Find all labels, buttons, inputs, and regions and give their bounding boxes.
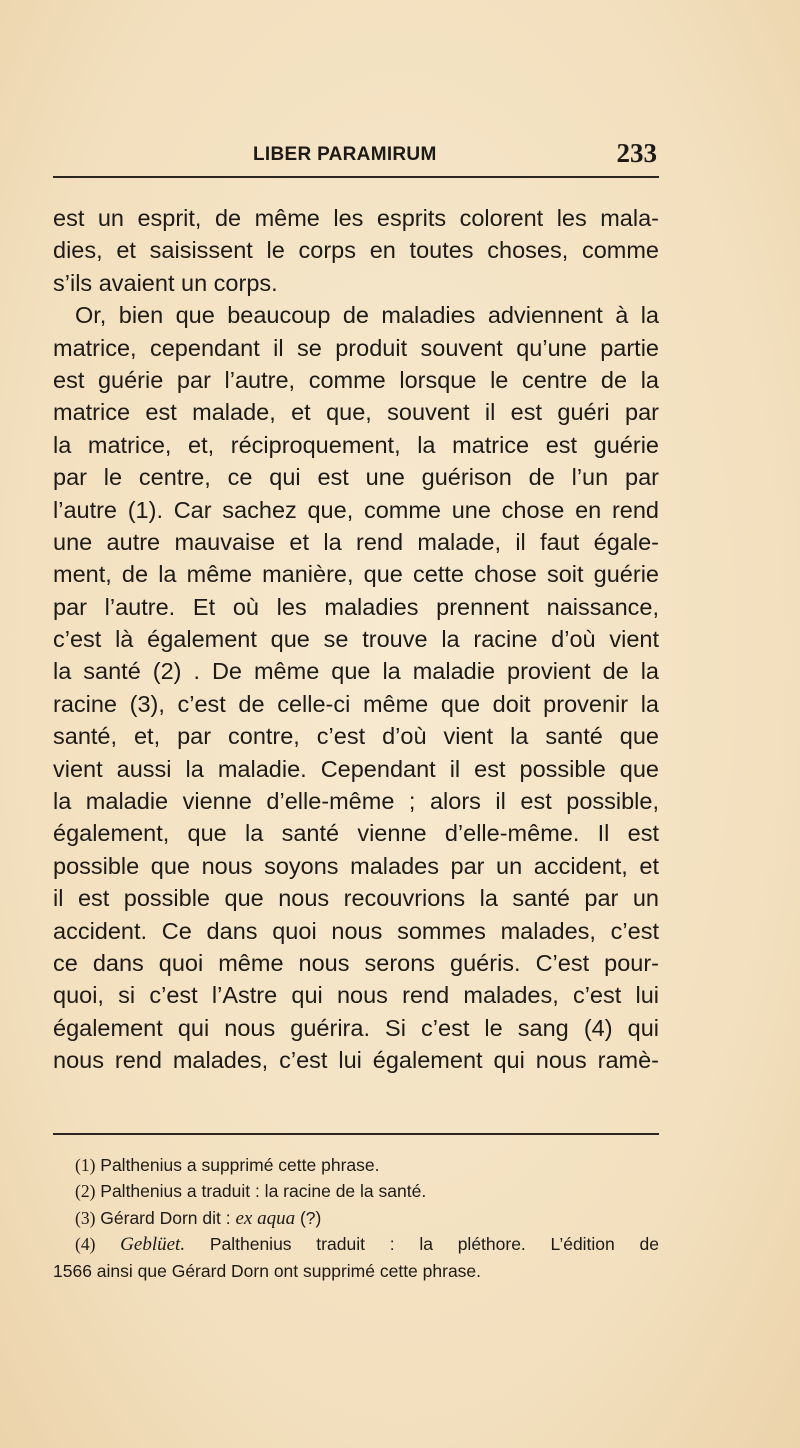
text-line: c’est là également que se trouve la racine d’où vient (53, 626, 659, 653)
text-line: ce dans quoi même nous serons guéris. C’est pour- (53, 949, 659, 976)
footnote-text: (?) (295, 1207, 322, 1228)
text-line: il est possible que nous recouvrions la santé par un (53, 885, 659, 912)
text-line: s’ils avaient un corps. (53, 269, 278, 296)
footnote-text: Palthenius a traduit : la racine de la santé. (100, 1181, 427, 1202)
header-rule (53, 176, 659, 178)
running-head (53, 138, 659, 172)
text-line: ment, de la même manière, que cette chose soit guérie (53, 561, 659, 588)
body-text (53, 202, 659, 1077)
book-page (53, 0, 659, 1448)
footnote-4-continued: 1566 ainsi que Gérard Dorn ont supprimé cette phrase. (53, 1260, 482, 1281)
footnote-text: Gérard Dorn dit : (100, 1207, 236, 1228)
text-line: possible que nous soyons malades par un accident, et (53, 852, 659, 879)
footnote-4 (53, 1231, 659, 1257)
text-line: une autre mauvaise et la rend malade, il faut égale- (53, 528, 659, 555)
footnote-italic: ex aqua (235, 1207, 296, 1229)
footnote-mark: (3) (75, 1207, 96, 1228)
footnote-text: Palthenius a supprimé cette phrase. (100, 1155, 380, 1175)
text-line: par le centre, ce qui est une guérison de l’un par (53, 464, 659, 491)
text-line: la santé (2) . De même que la maladie provient de la (53, 658, 659, 685)
text-line: Or, bien que beaucoup de maladies adviennent à la (75, 302, 659, 329)
running-title: LIBER PARAMIRUM (253, 144, 437, 165)
footnote-3 (53, 1205, 659, 1231)
footnote-2 (53, 1178, 659, 1204)
text-line: racine (3), c’est de celle-ci même que doit provenir la (53, 690, 659, 717)
text-line: par l’autre. Et où les maladies prennent naissance, (53, 593, 659, 620)
footnote-italic: Geblüet. (120, 1234, 186, 1256)
text-line: nous rend malades, c’est lui également qui nous ramè- (53, 1047, 659, 1074)
text-line: matrice est malade, et que, souvent il est guéri par (53, 399, 659, 426)
text-line: accident. Ce dans quoi nous sommes malades, c’est (53, 917, 659, 944)
text-line: également qui nous guérira. Si c’est le sang (4) qui (53, 1014, 659, 1041)
footnotes (53, 1152, 659, 1284)
footnote-mark: (1) (75, 1155, 96, 1175)
footnote-mark: (4) (75, 1234, 96, 1255)
text-line: santé, et, par contre, c’est d’où vient la santé que (53, 723, 659, 750)
text-line: est guérie par l’autre, comme lorsque le centre de la (53, 366, 659, 393)
text-line: vient aussi la maladie. Cependant il est possible que (53, 755, 659, 782)
footnote-text: Palthenius traduit : la pléthore. L’édition de (185, 1234, 659, 1255)
text-line: la matrice, et, réciproquement, la matrice est guérie (53, 431, 659, 458)
text-line: quoi, si c’est l’Astre qui nous rend malades, c’est lui (53, 982, 659, 1009)
footnote-1 (53, 1152, 659, 1178)
text-line: est un esprit, de même les esprits colorent les mala- (53, 205, 659, 231)
footnote-mark: (2) (75, 1181, 96, 1202)
text-line: l’autre (1). Car sachez que, comme une chose en rend (53, 496, 659, 523)
footnote-rule (53, 1133, 659, 1135)
text-line: matrice, cependant il se produit souvent qu’une partie (53, 334, 659, 361)
text-line: également, que la santé vienne d’elle-même. Il est (53, 820, 659, 847)
text-line: dies, et saisissent le corps en toutes choses, comme (53, 237, 659, 264)
page-number: 233 (616, 138, 657, 168)
text-line: la maladie vienne d’elle-même ; alors il est possible, (53, 788, 659, 815)
